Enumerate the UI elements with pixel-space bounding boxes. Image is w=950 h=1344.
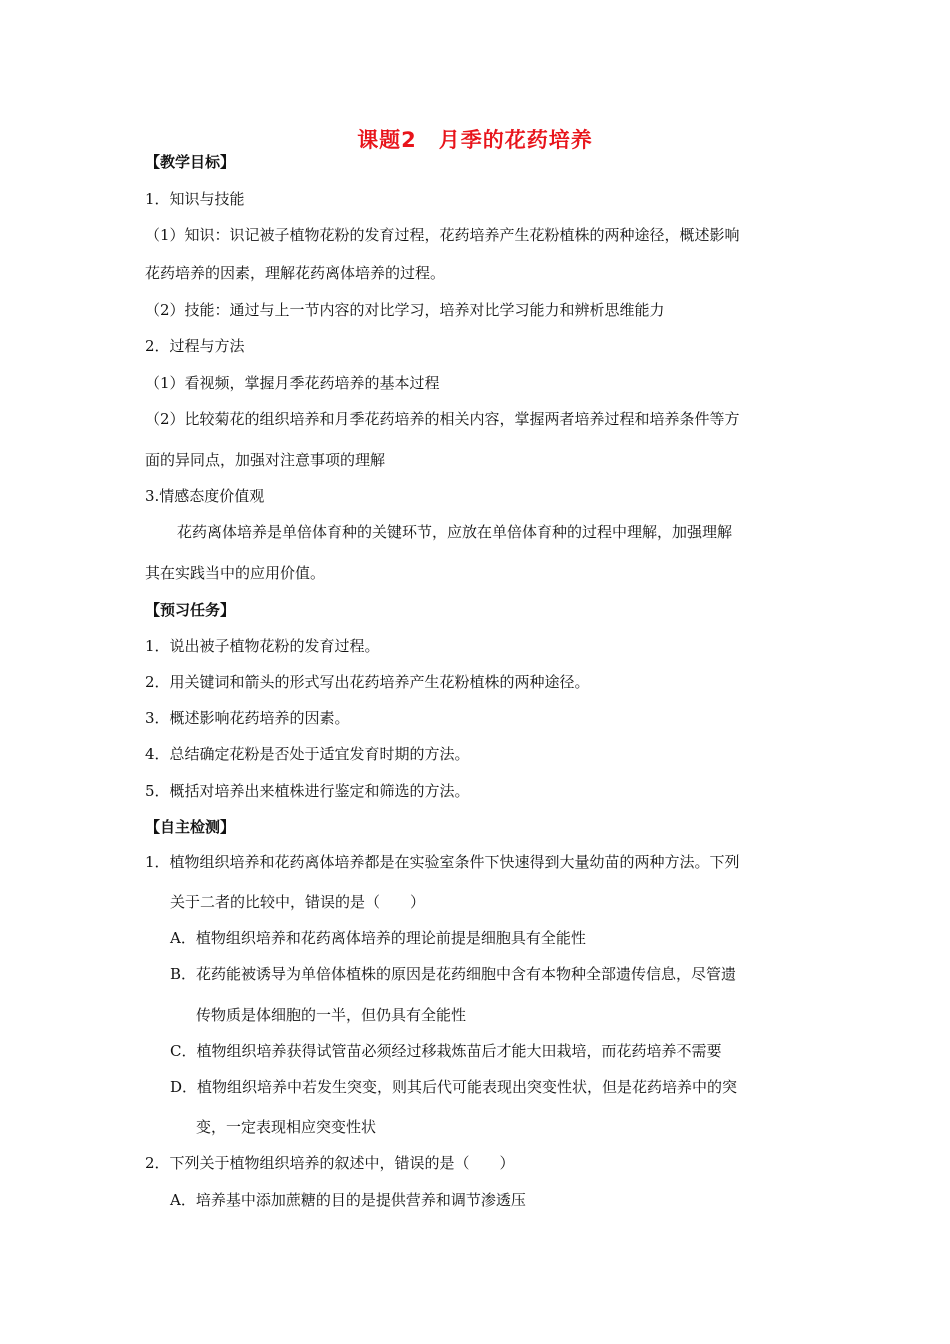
text-line: 1．知识与技能 (145, 190, 245, 208)
answer-option-cont: 传物质是体细胞的一半，但仍具有全能性 (196, 1006, 467, 1024)
question-stem: 关于二者的比较中，错误的是（ ） (170, 893, 426, 911)
text-line: 其在实践当中的应用价值。 (145, 564, 326, 582)
text-line: 5．概括对培养出来植株进行鉴定和筛选的方法。 (145, 782, 470, 800)
section-heading: 【预习任务】 (145, 601, 236, 619)
text-line: 1．说出被子植物花粉的发育过程。 (145, 637, 380, 655)
document-title: 课题2 月季的花药培养 (357, 128, 593, 152)
section-heading: 【教学目标】 (145, 153, 236, 171)
question-stem: 2．下列关于植物组织培养的叙述中，错误的是（ ） (145, 1154, 515, 1172)
text-line: （1）看视频，掌握月季花药培养的基本过程 (145, 374, 440, 392)
text-line: 花药离体培养是单倍体育种的关键环节，应放在单倍体育种的过程中理解，加强理解 (177, 523, 733, 541)
text-line: 3．概述影响花药培养的因素。 (145, 709, 350, 727)
text-line: 面的异同点，加强对注意事项的理解 (145, 451, 386, 469)
answer-option: A．培养基中添加蔗糖的目的是提供营养和调节渗透压 (170, 1191, 526, 1209)
text-line: （1）知识：识记被子植物花粉的发育过程，花药培养产生花粉植株的两种途径，概述影响 (145, 226, 740, 244)
text-line: （2）技能：通过与上一节内容的对比学习，培养对比学习能力和辨析思维能力 (145, 301, 665, 319)
answer-option: A．植物组织培养和花药离体培养的理论前提是细胞具有全能性 (170, 929, 586, 947)
text-line: 花药培养的因素，理解花药离体培养的过程。 (145, 264, 446, 282)
question-stem: 1．植物组织培养和花药离体培养都是在实验室条件下快速得到大量幼苗的两种方法。下列 (145, 853, 740, 871)
answer-option: D．植物组织培养中若发生突变，则其后代可能表现出突变性状，但是花药培养中的突 (170, 1078, 738, 1096)
text-line: 2．过程与方法 (145, 337, 245, 355)
text-line: 3.情感态度价值观 (145, 487, 265, 505)
text-line: 4．总结确定花粉是否处于适宜发育时期的方法。 (145, 745, 470, 763)
section-heading: 【自主检测】 (145, 818, 236, 836)
answer-option-cont: 变，一定表现相应突变性状 (196, 1118, 377, 1136)
answer-option: C．植物组织培养获得试管苗必须经过移栽炼苗后才能大田栽培，而花药培养不需要 (170, 1042, 722, 1060)
text-line: （2）比较菊花的组织培养和月季花药培养的相关内容，掌握两者培养过程和培养条件等方 (145, 410, 740, 428)
answer-option: B．花药能被诱导为单倍体植株的原因是花药细胞中含有本物种全部遗传信息，尽管遗 (170, 965, 737, 983)
text-line: 2．用关键词和箭头的形式写出花药培养产生花粉植株的两种途径。 (145, 673, 590, 691)
